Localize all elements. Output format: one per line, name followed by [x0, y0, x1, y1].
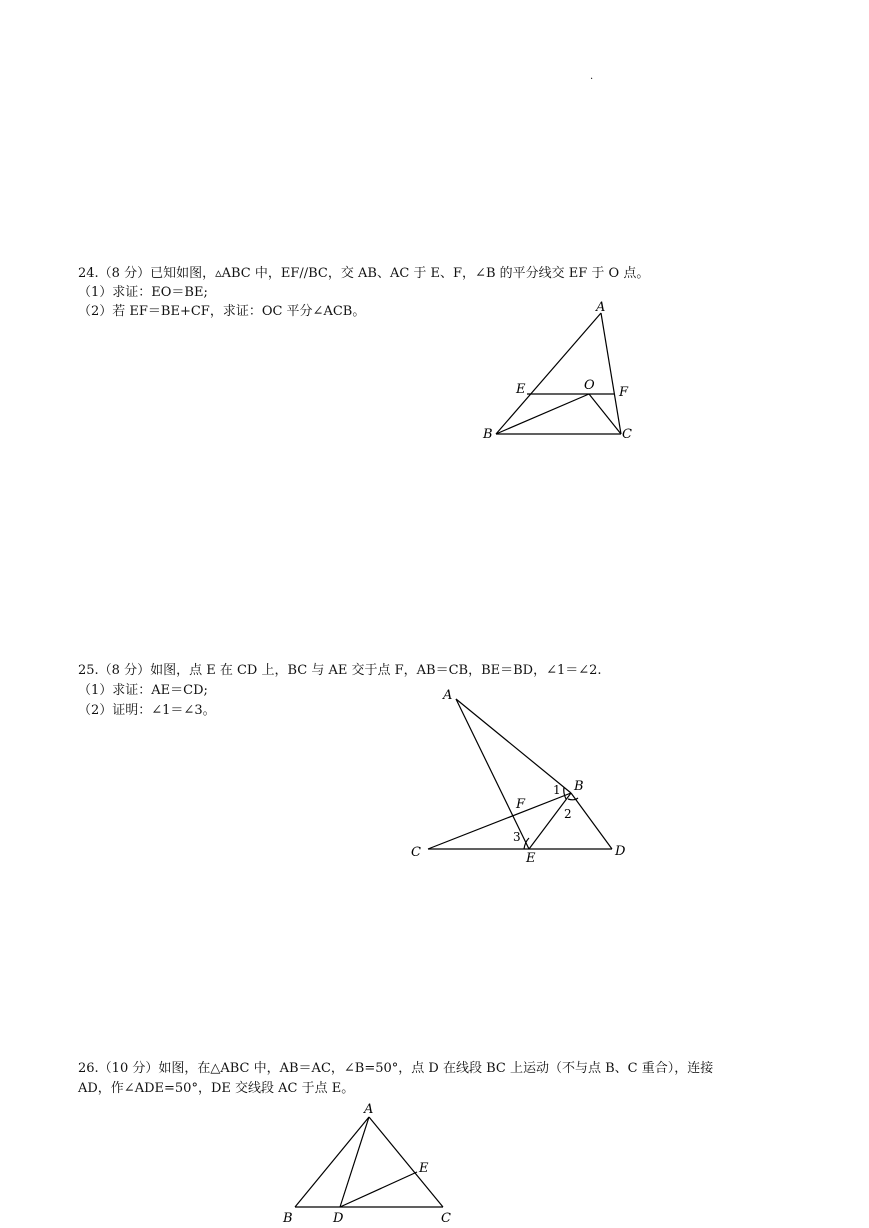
q24-stem: 24.（8 分）已知如图，▵ABC 中，EF//BC，交 AB、AC 于 E、F，∠B 的平分线交 EF 于 O 点。	[78, 266, 650, 281]
q26-label-c: C	[441, 1211, 451, 1226]
q24-label-b: B	[483, 427, 493, 442]
q26-label-e: E	[419, 1161, 429, 1176]
q24-label-c: C	[622, 427, 632, 442]
q26-label-d: D	[333, 1211, 344, 1226]
q26-segment-ad	[340, 1117, 369, 1207]
q26-label-a: A	[364, 1102, 374, 1117]
q24-label-o: O	[584, 378, 595, 393]
q25-label-angle-1: 1	[553, 783, 561, 797]
q24-label-a: A	[596, 300, 606, 315]
q24-part2: （2）若 EF＝BE+CF，求证：OC 平分∠ACB。	[78, 304, 366, 319]
q26-label-b: B	[283, 1211, 293, 1226]
q25-label-a: A	[443, 688, 453, 703]
q25-label-c: C	[411, 845, 421, 860]
q25-label-angle-3: 3	[513, 830, 521, 844]
q25-label-d: D	[615, 844, 626, 859]
q25-stem: 25.（8 分）如图，点 E 在 CD 上，BC 与 AE 交于点 F，AB＝CB，BE＝BD，∠1＝∠2.	[78, 663, 602, 678]
q25-label-f: F	[516, 797, 526, 812]
q25-part2: （2）证明：∠1＝∠3。	[78, 703, 216, 718]
q25-label-b: B	[574, 779, 584, 794]
q24-label-f: F	[619, 385, 629, 400]
q26-segment-de	[340, 1172, 417, 1207]
page-mark: .	[590, 71, 594, 82]
q25-part1: （1）求证：AE＝CD;	[78, 683, 208, 698]
q24-label-e: E	[516, 382, 526, 397]
q24-part1: （1）求证：EO＝BE;	[78, 285, 208, 300]
q26-stem-line1: 26.（10 分）如图，在△ABC 中，AB＝AC，∠B=50°，点 D 在线段 BC 上运动（不与点 B、C 重合），连接	[78, 1061, 714, 1076]
q26-edge-ac	[369, 1117, 443, 1207]
q26-edge-ab	[295, 1117, 369, 1207]
q25-label-e: E	[526, 851, 536, 866]
q26-stem-line2: AD，作∠ADE=50°，DE 交线段 AC 于点 E。	[78, 1081, 355, 1096]
q25-label-angle-2: 2	[564, 807, 572, 821]
